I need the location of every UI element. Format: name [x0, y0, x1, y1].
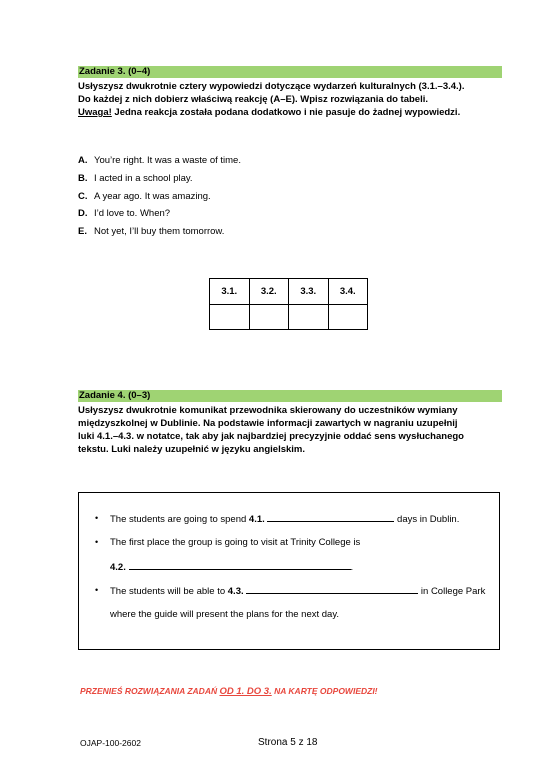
gap-label-4-3: 4.3.	[227, 586, 244, 597]
task-4-instruction-line-1: Usłyszysz dwukrotnie komunikat przewodnika skierowany do uczestników wymiany	[78, 405, 458, 416]
option-d	[78, 207, 241, 225]
note-item-2-gap-line	[110, 561, 353, 573]
option-letter: E.	[78, 226, 87, 238]
task-3-instruction	[78, 80, 506, 119]
warning-text: Jedna reakcja została podana dodatkowo i nie pasuje do żadnej wypowiedzi.	[111, 107, 461, 118]
bullet-icon: •	[95, 513, 99, 523]
gap-4-1-line[interactable]	[267, 513, 394, 522]
option-a	[78, 154, 241, 172]
answer-cell-3-3[interactable]	[289, 305, 329, 330]
option-e	[78, 225, 241, 243]
note-item-3	[110, 585, 485, 597]
warning-word: Uwaga!	[78, 107, 112, 118]
task-3-warning	[78, 106, 506, 119]
transfer-range: OD 1. DO 3.	[219, 686, 272, 697]
transfer-instruction	[80, 686, 378, 697]
answer-cell-3-2[interactable]	[249, 305, 289, 330]
option-letter: D.	[78, 208, 88, 220]
note-item-2: The first place the group is going to visit at Trinity College is	[110, 537, 361, 548]
answer-header-3-2: 3.2.	[249, 279, 289, 305]
task-4-instruction-line-3: luki 4.1.–4.3. w notatce, tak aby jak najbardziej precyzyjnie oddać sens wysłuchanego	[78, 431, 464, 442]
task-3-title: Zadanie 3. (0–4)	[78, 66, 502, 78]
task-3-instruction-line-1: Usłyszysz dwukrotnie cztery wypowiedzi dotyczące wydarzeń kulturalnych (3.1.–3.4.).	[78, 81, 465, 92]
answer-table	[209, 278, 368, 330]
note-item-3-line-2: where the guide will present the plans for the next day.	[110, 609, 340, 620]
gap-4-3-line[interactable]	[246, 585, 418, 594]
answer-header-3-1: 3.1.	[210, 279, 250, 305]
answer-cell-3-1[interactable]	[210, 305, 250, 330]
note-item-3-before: The students will be able to	[110, 586, 228, 597]
task-4-title: Zadanie 4. (0–3)	[78, 390, 502, 402]
task-3-instruction-line-2: Do każdej z nich dobierz właściwą reakcję (A–E). Wpisz rozwiązania do tabeli.	[78, 94, 429, 105]
note-item-2-end: .	[350, 562, 354, 573]
task-4-instruction-line-4: tekstu. Luki należy uzupełnić w języku angielskim.	[78, 444, 306, 455]
transfer-text-1: PRZENIEŚ ROZWIĄZANIA ZADAŃ	[80, 686, 220, 696]
answer-cell-3-4[interactable]	[328, 305, 368, 330]
option-text: You’re right. It was a waste of time.	[94, 155, 241, 166]
option-b	[78, 172, 241, 190]
page-number: Strona 5 z 18	[258, 737, 318, 748]
bullet-icon: •	[95, 585, 99, 595]
option-text: I’d love to. When?	[94, 208, 171, 220]
option-c	[78, 190, 241, 208]
option-text: A year ago. It was amazing.	[94, 190, 211, 202]
gap-label-4-2: 4.2.	[110, 562, 126, 573]
task-4-instruction-line-2: międzyszkolnej w Dublinie. Na podstawie informacji zawartych w nagraniu uzupełnij	[78, 418, 458, 429]
gap-label-4-1: 4.1.	[248, 514, 265, 525]
note-item-3-after: in College Park	[418, 586, 486, 597]
note-item-1-after: days in Dublin.	[394, 514, 460, 525]
option-letter: B.	[78, 172, 88, 184]
gap-4-2-line[interactable]	[129, 561, 351, 570]
task-4-instruction	[78, 404, 506, 456]
note-item-1-before: The students are going to spend	[110, 514, 249, 525]
answer-header-3-3: 3.3.	[289, 279, 329, 305]
transfer-text-2: NA KARTĘ ODPOWIEDZI!	[271, 686, 378, 696]
answer-header-3-4: 3.4.	[328, 279, 368, 305]
exam-code: OJAP-100-2602	[80, 738, 141, 748]
option-letter: C.	[78, 190, 88, 202]
option-text: Not yet, I’ll buy them tomorrow.	[94, 226, 225, 238]
note-box	[78, 492, 500, 650]
bullet-icon: •	[95, 537, 99, 547]
option-letter: A.	[78, 155, 88, 166]
note-item-1	[110, 513, 459, 525]
reaction-options	[78, 154, 241, 243]
option-text: I acted in a school play.	[94, 172, 193, 184]
